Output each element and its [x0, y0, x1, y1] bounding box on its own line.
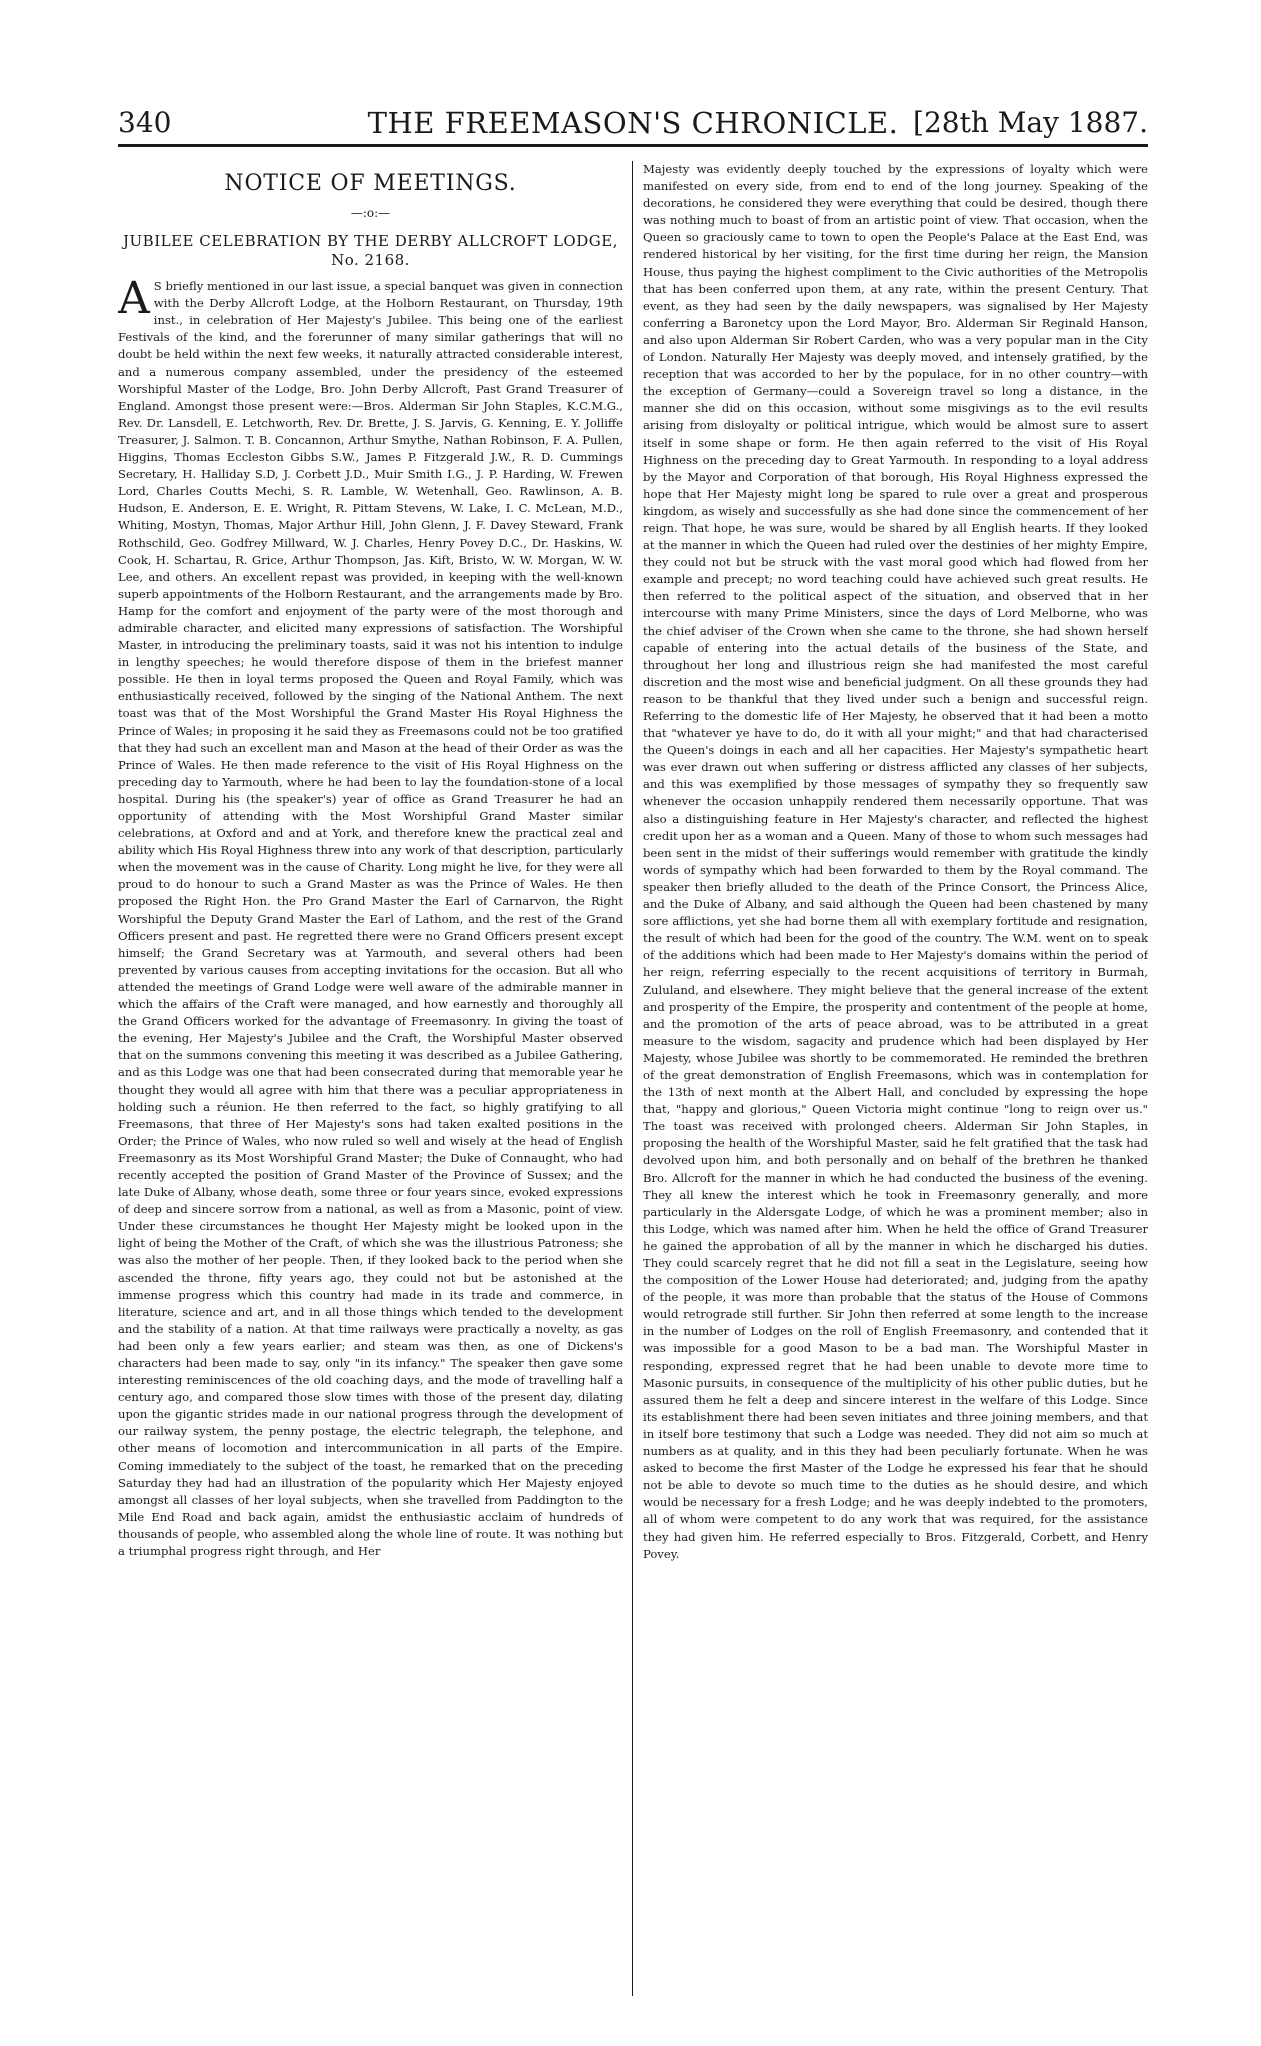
right-column-text: Majesty was evidently deeply touched by the expressions of loyalty which were manifested on every side, from end to end of the long journey. Speaking of the decorations, he considered they were everything that could be desired, though there was nothing much to boast of from an artistic point of view. That occasion, when the Queen so graciously came to town to open the People's Palace at the East End, was rendered historical by her visiting, for the first time during her reign, the Mansion House, thus paying the highest compliment to the Civic authorities of the Metropolis that has been conferred upon them, at any rate, within the present Century. That event, as they had seen by the daily newspapers, was signalised by Her Majesty conferring a Baronetcy upon the Lord Mayor, Bro. Alderman Sir Reginald Hanson, and also upon Alderman Sir Robert Carden, who was a very popular man in the City of London. Naturally Her Majesty was deeply moved, and intensely gratified, by the reception that was accorded to her by the populace, for in no other country—with the exception of Germany—could a Sovereign travel so long a distance, in the manner she did on this occasion, without some misgivings as to the evil results arising from disloyalty or political intrigue, which would be almost sure to assert itself in some shape or form. He then again referred to the visit of His Royal Highness on the preceding day to Great Yarmouth. In responding to a loyal address by the Mayor and Corporation of that borough, His Royal Highness expressed the hope that Her Majesty might long be spared to rule over a great and prosperous kingdom, as wisely and successfully as she had done since the commencement of her reign. That hope, he was sure, would be shared by all English hearts. If they looked at the manner in which the Queen had ruled over the destinies of her mighty Empire, they could not but be struck with the vast moral good which had flowed from her example and precept; no word teaching could have achieved such great results. He then referred to the political aspect of the situation, and observed that in her intercourse with many Prime Ministers, since the days of Lord Melborne, who was the chief adviser of the Crown when she came to the throne, she had shown herself capable of entering into the actual details of the business of the State, and throughout her long and illustrious reign she had manifested the most careful discretion and the most wise and beneficial judgment. On all these grounds they had reason to be thankful that they lived under such a benign and successful reign. Referring to the domestic life of Her Majesty, he observed that it had been a motto that "whatever ye have to do, do it with all your might;" and that had characterised the Queen's doings in each and all her capacities. Her Majesty's sympathetic heart was ever drawn out when suffering or distress afflicted any classes of her subjects, and this was exemplified by those messages of sympathy they so frequently saw whenever the occasion unhappily rendered them necessarily opportune. That was also a distinguishing feature in Her Majesty's character, and reflected the highest credit upon her as a woman and a Queen. Many of those to whom such messages had been sent in the midst of their sufferings would remember with gratitude the kindly words of sympathy which had been forwarded to them by the Royal command. The speaker then briefly alluded to the death of the Prince Consort, the Princess Alice, and the Duke of Albany, and said although the Queen had been chastened by many sore afflictions, yet she had borne them all with exemplary fortitude and resignation, the result of which had been for the good of the country. The W.M. went on to speak of the additions which had been made to Her Majesty's domains within the period of her reign, referring especially to the recent acquisitions of territory in Burmah, Zululand, and elsewhere. They might believe that the general increase of the extent and prosperity of the Empire, the prosperity and contentment of the people at home, and the promotion of the arts of peace abroad, was to be attributed in a great measure to the wisdom, sagacity and prudence which had been displayed by Her Majesty, whose Jubilee was shortly to be commemorated. He reminded the brethren of the great demonstration of English Freemasons, which was in contemplation for the 13th of next month at the Albert Hall, and concluded by expressing the hope that, "happy and glorious," Queen Victoria might continue "long to reign over us." The toast was received with prolonged cheers. Alderman Sir John Staples, in proposing the health of the Worshipful Master, said he felt gratified that the task had devolved upon him, and both personally and on behalf of the brethren he thanked Bro. Allcroft for the manner in which he had conducted the business of the evening. They all knew the interest which he took in Freemasonry generally, and more particularly in the Aldersgate Lodge, of which he was a prominent member; also in this Lodge, which was named after him. When he held the office of Grand Treasurer he gained the approbation of all by the manner in which he discharged his duties. They could scarcely regret that he did not fill a seat in the Legislature, seeing how the composition of the Lower House had deteriorated; and, judging from the apathy of the people, it was more than probable that the status of the House of Commons would retrograde still further. Sir John then referred at some length to the increase in the number of Lodges on the roll of English Freemasonry, and contended that it was impossible for a good Mason to be a bad man. The Worshipful Master in responding, expressed regret that he had been unable to devote more time to Masonic pursuits, in consequence of the multiplicity of his other public duties, but he assured them he felt a deep and sincere interest in the welfare of this Lodge. Since its establishment there had been seven initiates and three joining members, and that in itself bore testimony that such a Lodge was needed. They did not aim so much at numbers as at quality, and in this they had been peculiarly fortunate. When he was asked to become the first Master of the Lodge he expressed his fear that he should not be able to devote so much time to the duties as he should desire, and which would be necessary for a fresh Lodge; and he was deeply indebted to the promoters, all of whom were competent to do any work that was required, for the assistance they had given him. He referred especially to Bros. Fitzgerald, Corbett, and Henry Povey.	[643, 162, 1148, 1561]
page-number: 340	[118, 106, 172, 139]
left-column-text	[118, 273, 623, 1560]
article-subheading: JUBILEE CELEBRATION BY THE DERBY ALLCROFT LODGE, No. 2168.	[123, 232, 618, 270]
column-rule	[632, 161, 633, 1996]
left-body: S briefly mentioned in our last issue, a special banquet was given in connection with the Derby Allcroft Lodge, at the Holborn Restaurant, on Thursday, 19th inst., in celebration of Her Majesty's Jubilee. This being one of the earliest Festivals of the kind, and the forerunner of many similar gatherings that will no doubt be held within the next few weeks, it naturally attracted considerable interest, and a numerous company assembled, under the presidency of the esteemed Worshipful Master of the Lodge, Bro. John Derby Allcroft, Past Grand Treasurer of England. Amongst those present were:—Bros. Alderman Sir John Staples, K.C.M.G., Rev. Dr. Lansdell, E. Letchworth, Rev. Dr. Brette, J. S. Jarvis, G. Kenning, E. Y. Jolliffe Treasurer, J. Salmon. T. B. Concannon, Arthur Smythe, Nathan Robinson, F. A. Pullen, Higgins, Thomas Eccleston Gibbs S.W., James P. Fitzgerald J.W., R. D. Cummings Secretary, H. Halliday S.D, J. Corbett J.D., Muir Smith I.G., J. P. Harding, W. Frewen Lord, Charles Coutts Mechi, S. R. Lamble, W. Wetenhall, Geo. Rawlinson, A. B. Hudson, E. Anderson, E. E. Wright, R. Pittam Stevens, W. Lake, I. C. McLean, M.D., Whiting, Mostyn, Thomas, Major Arthur Hill, John Glenn, J. F. Davey Steward, Frank Rothschild, Geo. Godfrey Millward, W. J. Charles, Henry Povey D.C., Dr. Haskins, W. Cook, H. Schartau, R. Grice, Arthur Thompson, Jas. Kift, Bristo, W. W. Morgan, W. W. Lee, and others. An excellent repast was provided, in keeping with the well-known superb appointments of the Holborn Restaurant, and the arrangements made by Bro. Hamp for the comfort and enjoyment of the party were of the most thorough and admirable character, and elicited many expressions of satisfaction. The Worshipful Master, in introducing the preliminary toasts, said it was not his intention to indulge in lengthy speeches; he would therefore dispose of them in the briefest manner possible. He then in loyal terms proposed the Queen and Royal Family, which was enthusiastically received, followed by the singing of the National Anthem. The next toast was that of the Most Worshipful the Grand Master His Royal Highness the Prince of Wales; in proposing it he said they as Freemasons could not be too gratified that they had such an excellent man and Mason at the head of their Order as was the Prince of Wales. He then made reference to the visit of His Royal Highness on the preceding day to Yarmouth, where he had been to lay the foundation-stone of a local hospital. During his (the speaker's) year of office as Grand Treasurer he had an opportunity of attending with the Most Worshipful Grand Master similar celebrations, at Oxford and and at York, and therefore knew the practical zeal and ability which His Royal Highness threw into any work of that description, particularly when the movement was in the cause of Charity. Long might he live, for they were all proud to do honour to such a Grand Master as was the Prince of Wales. He then proposed the Right Hon. the Pro Grand Master the Earl of Carnarvon, the Right Worshipful the Deputy Grand Master the Earl of Lathom, and the rest of the Grand Officers present and past. He regretted there were no Grand Officers present except himself; the Grand Secretary was at Yarmouth, and several others had been prevented by various causes from accepting invitations for the occasion. But all who attended the meetings of Grand Lodge were well aware of the admirable manner in which the affairs of the Craft were managed, and how earnestly and thoroughly all the Grand Officers worked for the advantage of Freemasonry. In giving the toast of the evening, Her Majesty's Jubilee and the Craft, the Worshipful Master observed that on the summons convening this meeting it was described as a Jubilee Gathering, and as this Lodge was one that had been consecrated during that memorable year he thought they would all agree with him that there was a peculiar appropriateness in holding such a réunion. He then referred to the fact, so highly gratifying to all Freemasons, that three of Her Majesty's sons had taken exalted positions in the Order; the Prince of Wales, who now ruled so well and wisely at the head of English Freemasonry as its Most Worshipful Grand Master; the Duke of Connaught, who had recently accepted the position of Grand Master of the Province of Sussex; and the late Duke of Albany, whose death, some three or four years since, evoked expressions of deep and sincere sorrow from a national, as well as from a Masonic, point of view. Under these circumstances he thought Her Majesty might be looked upon in the light of being the Mother of the Craft, of which she was the illustrious Patroness; she was also the mother of her people. Then, if they looked back to the period when she ascended the throne, fifty years ago, they could not but be astonished at the immense progress which this country had made in its trade and commerce, in literature, science and art, and in all those things which tended to the development and the stability of a nation. At that time railways were practically a novelty, as gas had been only a few years earlier; and steam was then, as one of Dickens's characters had been made to say, only "in its infancy." The speaker then gave some interesting reminiscences of the old coaching days, and the mode of travelling half a century ago, and compared those slow times with those of the present day, dilating upon the gigantic strides made in our national progress through the development of our railway system, the penny postage, the electric telegraph, the telephone, and other means of locomotion and intercommunication in all parts of the Empire. Coming immediately to the subject of the toast, he remarked that on the preceding Saturday they had had an illustration of the popularity which Her Majesty enjoyed amongst all classes of her loyal subjects, when she travelled from Paddington to the Mile End Road and back again, amidst the enthusiastic acclaim of hundreds of thousands of people, who assembled along the whole line of route. It was nothing but a triumphal progress right through, and Her	[118, 279, 623, 1559]
masthead	[118, 104, 1148, 147]
issue-date: [28th May 1887.	[913, 106, 1148, 139]
drop-cap: A	[118, 273, 150, 325]
right-column	[643, 161, 1148, 2001]
newspaper-page	[118, 104, 1148, 1561]
article-columns	[118, 161, 1148, 2001]
left-column	[118, 161, 623, 2001]
separator: —:o:—	[350, 206, 391, 220]
section-heading: NOTICE OF MEETINGS.	[224, 171, 517, 196]
publication-title: THE FREEMASON'S CHRONICLE.	[367, 106, 899, 140]
